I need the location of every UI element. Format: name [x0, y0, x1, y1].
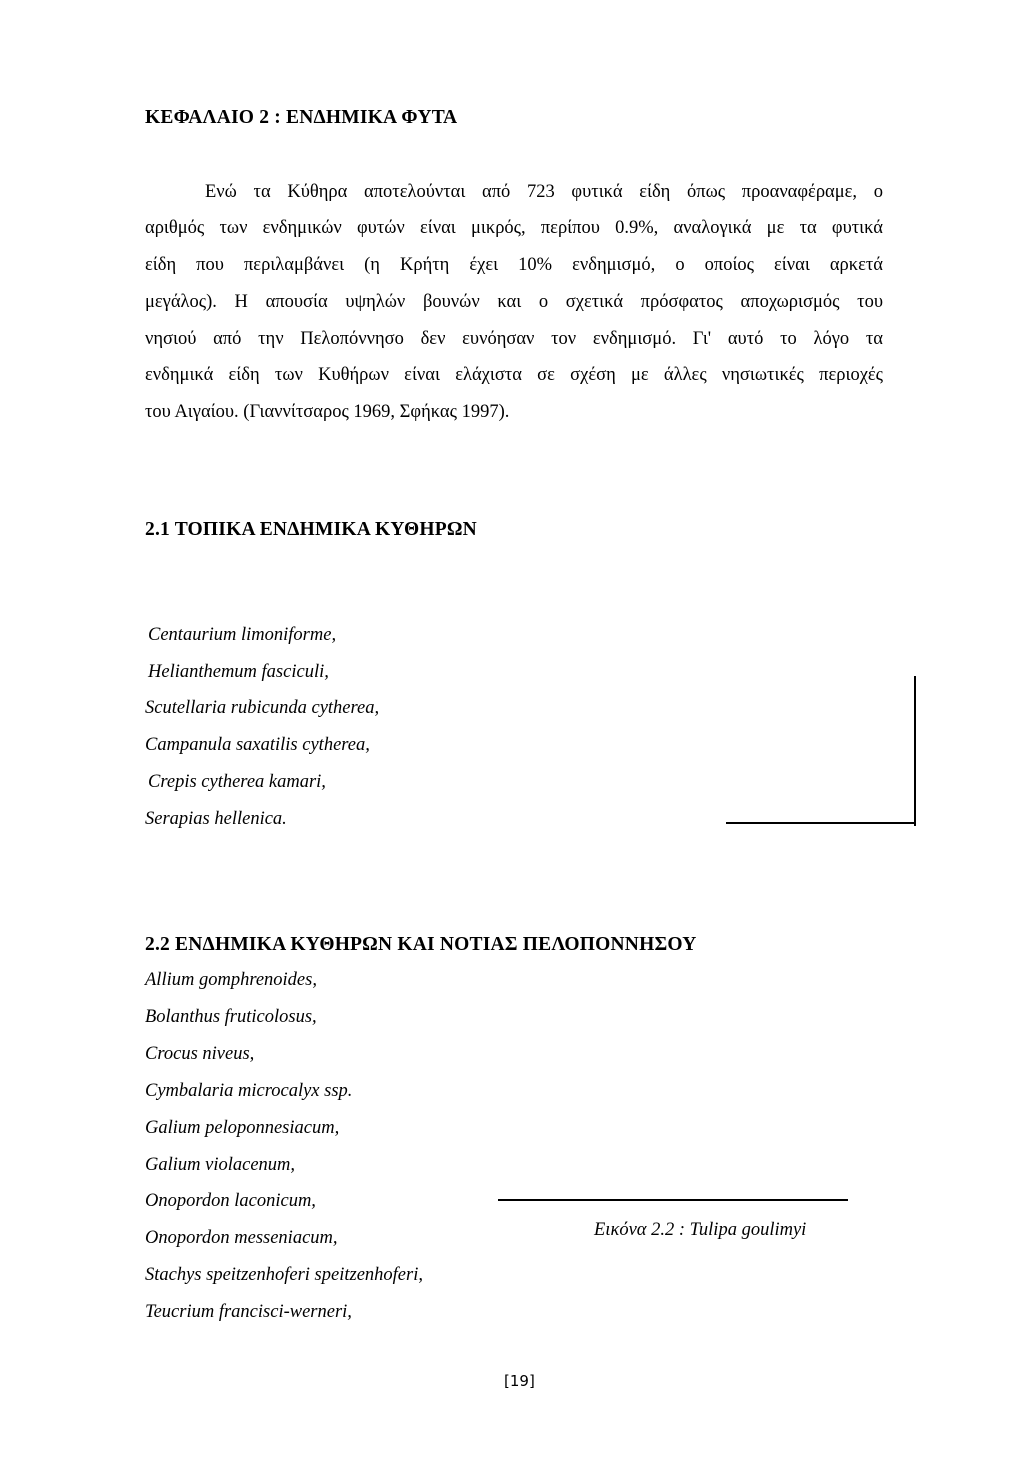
list-item: Galium peloponnesiacum, — [145, 1118, 340, 1138]
list-item: Onopordon messeniacum, — [145, 1228, 338, 1248]
list-item: Stachys speitzenhoferi speitzenhoferi, — [145, 1265, 423, 1285]
list-item: Bolanthus fruticolosus, — [145, 1007, 317, 1027]
list-item: Crocus niveus, — [145, 1044, 255, 1064]
caption-rule — [498, 1199, 848, 1201]
chapter-title: ΚΕΦΑΛΑΙΟ 2 : ΕΝΔΗΜΙΚΑ ΦΥΤΑ — [145, 107, 458, 128]
list-item: Scutellaria rubicunda cytherea, — [145, 698, 380, 718]
figure-caption: Εικόνα 2.2 : Tulipa goulimyi — [594, 1220, 807, 1240]
intro-line: του Αιγαίου. (Γιαννίτσαρος 1969, Σφήκας 1997). — [145, 402, 510, 422]
frame-horizontal-line — [726, 822, 916, 824]
intro-line: μεγάλος). Η απουσία υψηλών βουνών και ο σχετικά πρόσφατος αποχωρισμός του — [145, 292, 883, 312]
intro-line: Ενώ τα Κύθηρα αποτελούνται από 723 φυτικά είδη όπως προαναφέραμε, ο — [205, 182, 883, 202]
page-number: [19] — [504, 1372, 535, 1390]
list-item: Allium gomphrenoides, — [145, 970, 317, 990]
list-item: Crepis cytherea kamari, — [148, 772, 326, 792]
list-item: Serapias hellenica. — [145, 809, 287, 829]
list-item: Teucrium francisci-werneri, — [145, 1302, 352, 1322]
list-item: Onopordon laconicum, — [145, 1191, 316, 1211]
list-item: Helianthemum fasciculi, — [148, 662, 329, 682]
intro-line: είδη που περιλαμβάνει (η Κρήτη έχει 10% ενδημισμό, ο οποίος είναι αρκετά — [145, 255, 883, 275]
section-title: 2.2 ΕΝΔΗΜΙΚΑ ΚΥΘΗΡΩΝ ΚΑΙ ΝΟΤΙΑΣ ΠΕΛΟΠΟΝΝΗΣΟΥ — [145, 934, 697, 955]
list-item: Cymbalaria microcalyx ssp. — [145, 1081, 353, 1101]
intro-line: ενδημικά είδη των Κυθήρων είναι ελάχιστα σε σχέση με άλλες νησιωτικές περιοχές — [145, 365, 883, 385]
intro-line: νησιού από την Πελοπόννησο δεν ευνόησαν τον ενδημισμό. Γι' αυτό το λόγο τα — [145, 329, 883, 349]
list-item: Campanula saxatilis cytherea, — [145, 735, 370, 755]
section-title: 2.1 ΤΟΠΙΚΑ ΕΝΔΗΜΙΚΑ ΚΥΘΗΡΩΝ — [145, 519, 477, 540]
intro-line: αριθμός των ενδημικών φυτών είναι μικρός, περίπου 0.9%, αναλογικά με τα φυτικά — [145, 218, 883, 238]
frame-vertical-line — [914, 676, 916, 826]
list-item: Galium violacenum, — [145, 1155, 296, 1175]
list-item: Centaurium limoniforme, — [148, 625, 337, 645]
